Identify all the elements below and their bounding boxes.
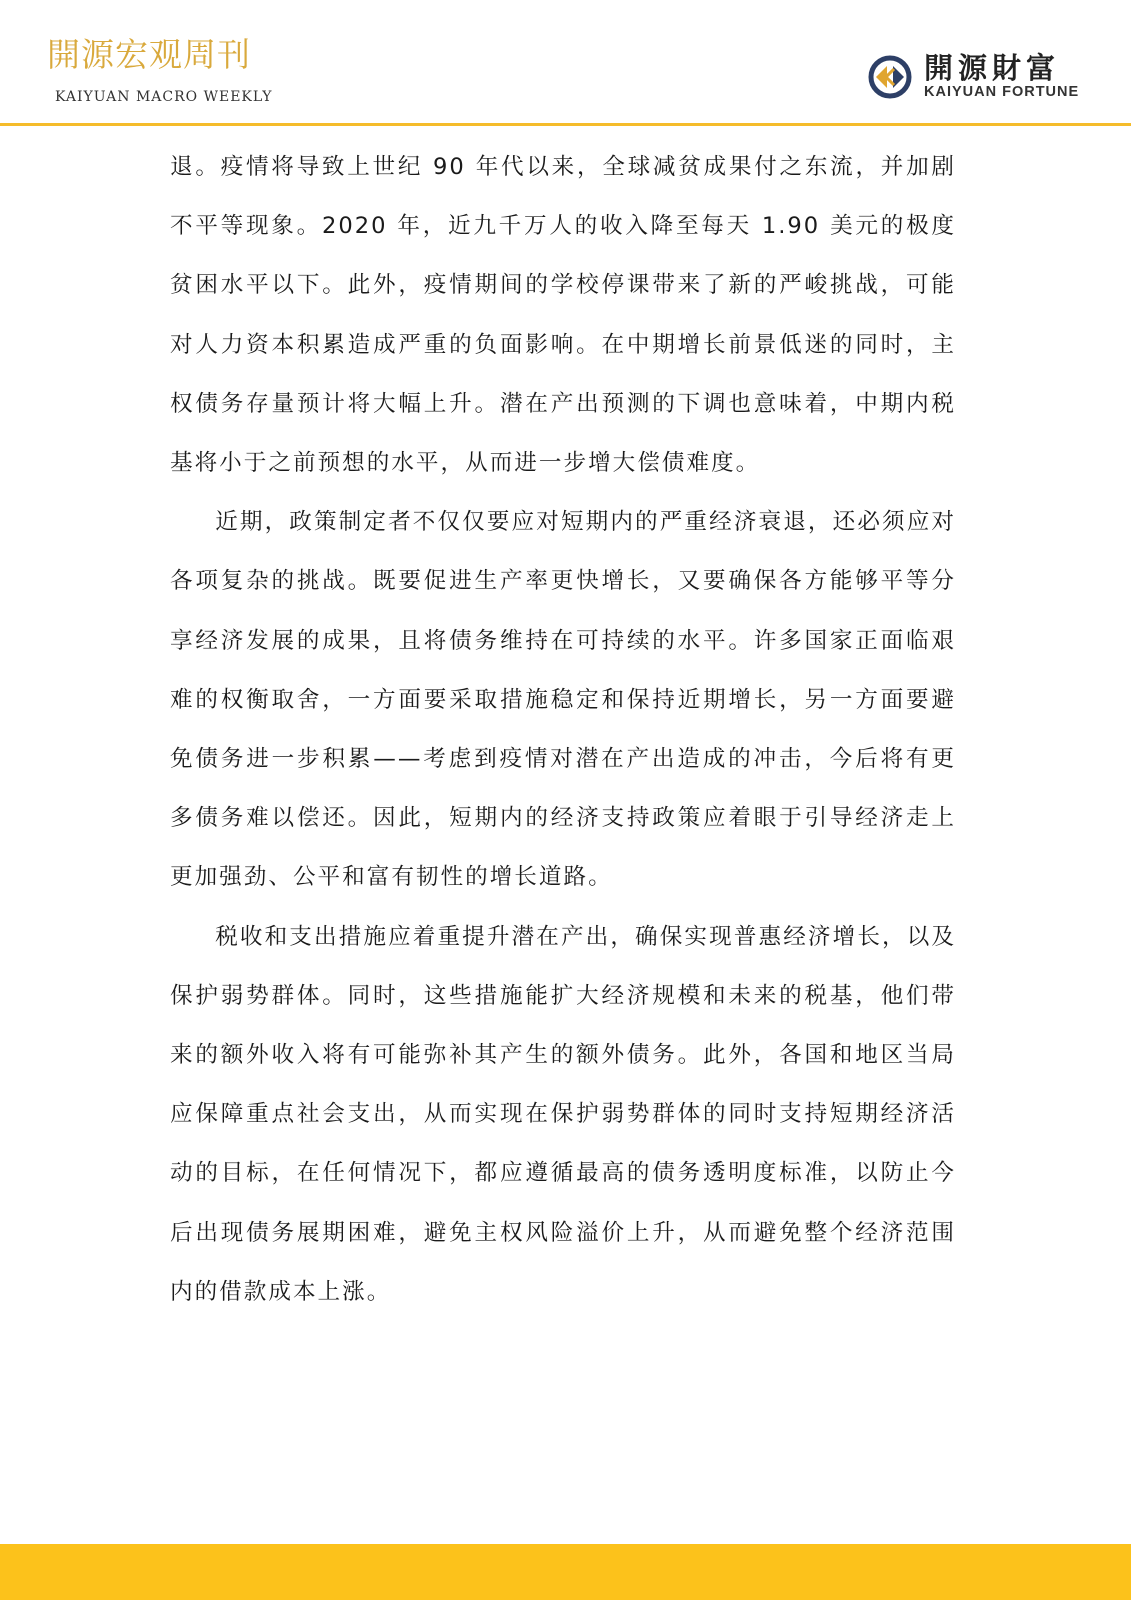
kaiyuan-fortune-logo-icon xyxy=(866,53,914,101)
page-header xyxy=(0,0,1131,124)
article-body xyxy=(170,138,956,1322)
logo-name-en: KAIYUAN FORTUNE xyxy=(924,83,1080,100)
paragraph: 近期，政策制定者不仅仅要应对短期内的严重经济衰退，还必须应对各项复杂的挑战。既要促进生产率更快增长，又要确保各方能够平等分享经济发展的成果，且将债务维持在可持续的水平。许多国家正面临艰难的权衡取舍，一方面要采取措施稳定和保持近期增长，另一方面要避免债务进一步积累——考虑到疫情对潜在产出造成的冲击，今后将有更多债务难以偿还。因此，短期内的经济支持政策应着眼于引导经济走上更加强劲、公平和富有韧性的增长道路。 xyxy=(170,509,956,891)
paragraph: 退。疫情将导致上世纪 90 年代以来，全球减贫成果付之东流，并加剧不平等现象。2020 年，近九千万人的收入降至每天 1.90 美元的极度贫困水平以下。此外，疫情期间的学校停课带来了新的严峻挑战，可能对人力资本积累造成严重的负面影响。在中期增长前景低迷的同时，主权债务存量预计将大幅上升。潜在产出预测的下调也意味着，中期内税基将小于之前预想的水平，从而进一步增大偿债难度。 xyxy=(170,154,956,477)
header-divider xyxy=(0,123,1131,126)
logo-wordmark xyxy=(924,53,1079,101)
paragraph: 税收和支出措施应着重提升潜在产出，确保实现普惠经济增长，以及保护弱势群体。同时，这些措施能扩大经济规模和未来的税基，他们带来的额外收入将有可能弥补其产生的额外债务。此外，各国和地区当局应保障重点社会支出，从而实现在保护弱势群体的同时支持短期经济活动的目标，在任何情况下，都应遵循最高的债务透明度标准，以防止今后出现债务展期困难，避免主权风险溢价上升，从而避免整个经济范围内的借款成本上涨。 xyxy=(170,923,956,1305)
logo-name-cn: 開源財富 xyxy=(924,51,1061,86)
publication-title: 開源宏观周刊 xyxy=(47,35,251,74)
kaiyuan-fortune-logo xyxy=(866,52,1079,102)
footer-bar xyxy=(0,1544,1131,1600)
publication-subtitle: KAIYUAN MACRO WEEKLY xyxy=(55,89,273,105)
